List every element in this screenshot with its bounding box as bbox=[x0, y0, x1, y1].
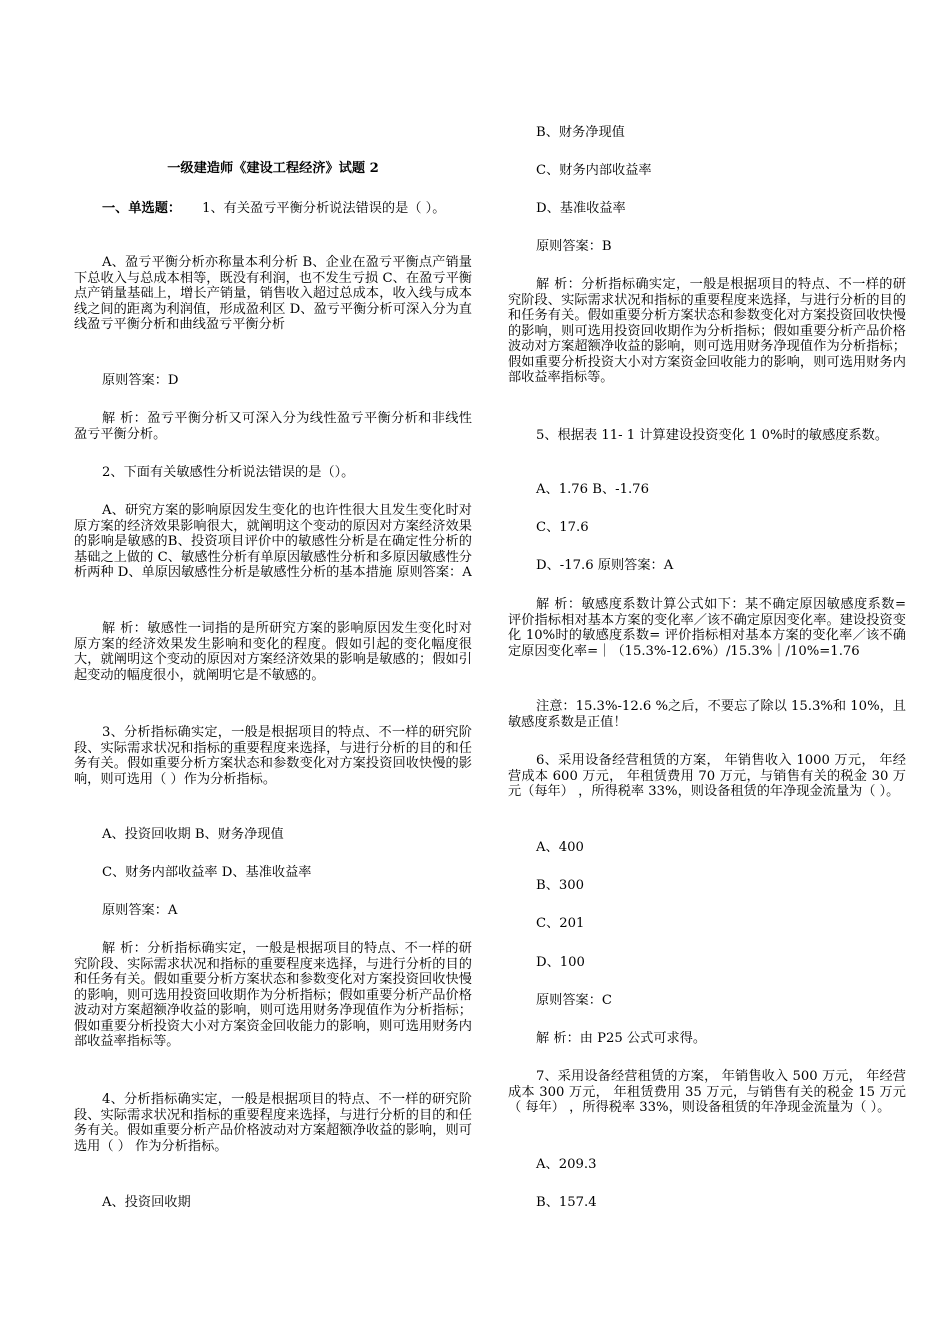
question-6-option-c: C、201 bbox=[536, 916, 585, 931]
question-1-analysis: 解 析：盈亏平衡分析又可深入分为线性盈亏平衡分析和非线性盈亏平衡分析。 bbox=[74, 411, 472, 442]
question-7-stem: 7、采用设备经营租赁的方案， 年销售收入 500 万元， 年经营成本 300 万元， 年租赁费用 35 万元，与销售有关的税金 15 万元（ 每年） ，所得税率 33%，则设备租赁的年净现金流量为（ ）。 bbox=[508, 1069, 906, 1115]
question-2-options: A、研究方案的影响原因发生变化的也许性很大且发生变化时对原方案的经济效果影响很大，就阐明这个变动的原因对方案经济效果的影响是敏感的B、投资项目评价中的敏感性分析是在确定性分析的基础之上做的 C、敏感性分析有单原因敏感性分析和多原因敏感性分析两种 D、单原因敏感性分析是敏感性分析的基本措施 原则答案：A bbox=[74, 503, 472, 580]
question-6-answer: 原则答案：C bbox=[536, 993, 613, 1008]
question-6-option-b: B、300 bbox=[536, 878, 585, 893]
question-5-option-c: C、17.6 bbox=[536, 520, 589, 535]
question-5-note: 注意：15.3%-12.6 %之后，不要忘了除以 15.3%和 10%，且敏感度系数是正值！ bbox=[508, 699, 906, 730]
question-1-answer: 原则答案：D bbox=[102, 373, 179, 388]
question-6-option-d: D、100 bbox=[536, 955, 585, 970]
question-4-answer: 原则答案：B bbox=[536, 239, 612, 254]
question-5-analysis: 解 析：敏感度系数计算公式如下：某不确定原因敏感度系数=评价指标相对基本方案的变化率／该不确定原因变化率。建设投资变化 10%时的敏感度系数= 评价指标相对基本方案的变化率／该不确定原因变化率=｜（15.3%-12.6%）/15.3%｜/10%=1.76 bbox=[508, 597, 906, 659]
question-5-options-ab: A、1.76 B、-1.76 bbox=[536, 482, 649, 497]
question-3-answer: 原则答案：A bbox=[102, 903, 178, 918]
question-3-options-ab: A、投资回收期 B、财务净现值 bbox=[102, 827, 284, 842]
question-7-option-b: B、157.4 bbox=[536, 1195, 597, 1210]
question-1-options: A、盈亏平衡分析亦称量本利分析 B、企业在盈亏平衡点产销量下总收入与总成本相等，既没有利润，也不发生亏损 C、在盈亏平衡点产销量基础上，增长产销量，销售收入超过总成本，收入线与成本线之间的距离为利润值，形成盈利区 D、盈亏平衡分析可深入分为直线盈亏平衡分析和曲线盈亏平衡分析 bbox=[74, 255, 472, 332]
question-4-option-a: A、投资回收期 bbox=[102, 1195, 191, 1210]
question-4-stem: 4、分析指标确实定，一般是根据项目的特点、不一样的研究阶段、实际需求状况和指标的重要程度来选择，与进行分析的目的和任务有关。假如重要分析产品价格波动对方案超额净收益的影响，则可选用（ ） 作为分析指标。 bbox=[74, 1092, 472, 1154]
question-6-stem: 6、采用设备经营租赁的方案， 年销售收入 1000 万元， 年经营成本 600 万元， 年租赁费用 70 万元，与销售有关的税金 30 万元（每年） ，所得税率 33%，则设备租赁的年净现金流量为（ ）。 bbox=[508, 753, 906, 799]
question-3-analysis: 解 析：分析指标确实定，一般是根据项目的特点、不一样的研究阶段、实际需求状况和指标的重要程度来选择，与进行分析的目的和任务有关。假如重要分析方案状态和参数变化对方案投资回收快慢的影响，则可选用投资回收期作为分析指标；假如重要分析产品价格波动对方案超额净收益的影响，则可选用财务净现值作为分析指标；假如重要分析投资大小对方案资金回收能力的影响，则可选用财务内部收益率指标等。 bbox=[74, 941, 472, 1049]
question-2-analysis: 解 析：敏感性一词指的是所研究方案的影响原因发生变化时对原方案的经济效果发生影响和变化的程度。假如引起的变化幅度很大，就阐明这个变动的原因对方案经济效果的影响是敏感的；假如引起变动的幅度很小，就阐明它是不敏感的。 bbox=[74, 621, 472, 683]
question-3-stem: 3、分析指标确实定，一般是根据项目的特点、不一样的研究阶段、实际需求状况和指标的重要程度来选择，与进行分析的目的和任务有关。假如重要分析方案状态和参数变化对方案投资回收快慢的影响，则可选用（ ）作为分析指标。 bbox=[74, 725, 472, 787]
question-5-stem: 5、根据表 11- 1 计算建设投资变化 1 0%时的敏感度系数。 bbox=[536, 428, 889, 443]
document-title: 一级建造师《建设工程经济》试题 2 bbox=[167, 161, 379, 176]
question-4-option-c: C、财务内部收益率 bbox=[536, 163, 652, 178]
question-4-option-b: B、财务净现值 bbox=[536, 125, 625, 140]
question-1-stem bbox=[74, 201, 472, 217]
question-4-option-d: D、基准收益率 bbox=[536, 201, 626, 216]
section-label: 一、单选题： bbox=[102, 201, 182, 216]
question-2-stem: 2、下面有关敏感性分析说法错误的是（）。 bbox=[102, 465, 355, 480]
question-5-option-d-answer: D、-17.6 原则答案：A bbox=[536, 558, 674, 573]
question-6-option-a: A、400 bbox=[536, 840, 584, 855]
question-6-analysis: 解 析：由 P25 公式可求得。 bbox=[536, 1031, 707, 1046]
question-1-text: 1、有关盈亏平衡分析说法错误的是（ ）。 bbox=[202, 201, 446, 216]
question-4-analysis: 解 析：分析指标确实定，一般是根据项目的特点、不一样的研究阶段、实际需求状况和指标的重要程度来选择，与进行分析的目的和任务有关。假如重要分析方案状态和参数变化对方案投资回收快慢的影响，则可选用投资回收期作为分析指标；假如重要分析产品价格波动对方案超额净收益的影响，则可选用财务净现值作为分析指标；假如重要分析投资大小对方案资金回收能力的影响，则可选用财务内部收益率指标等。 bbox=[508, 277, 906, 385]
question-7-option-a: A、209.3 bbox=[536, 1157, 597, 1172]
question-3-options-cd: C、财务内部收益率 D、基准收益率 bbox=[102, 865, 312, 880]
